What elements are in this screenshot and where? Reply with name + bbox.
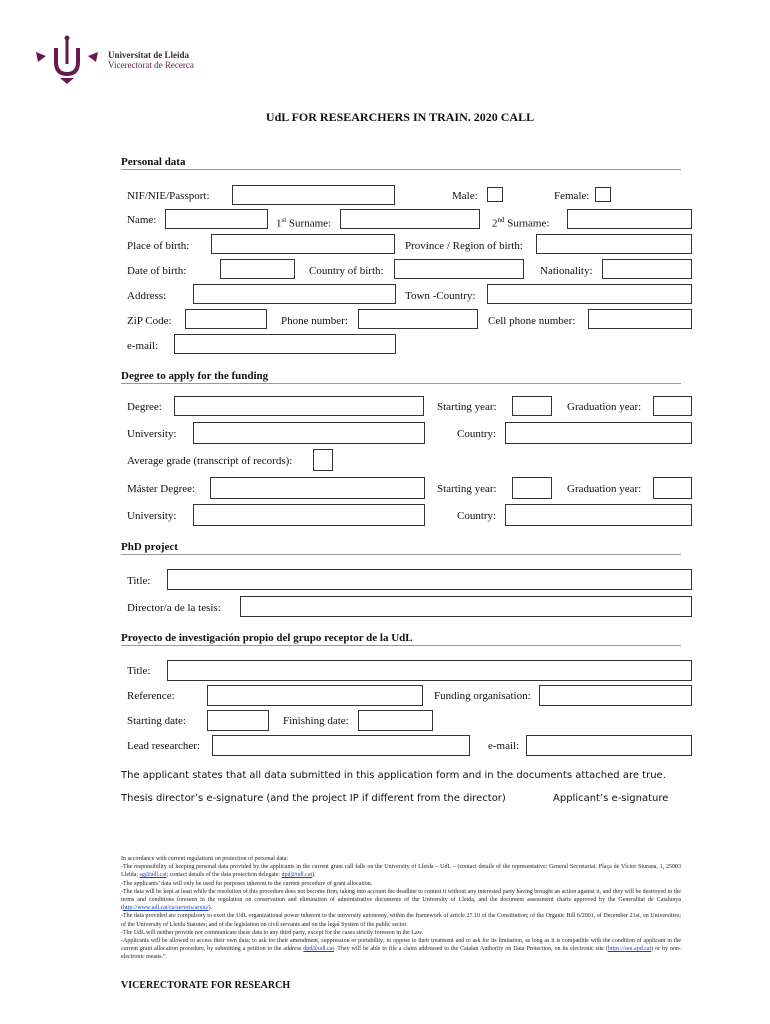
starting-date-label: Starting date: xyxy=(127,715,186,727)
phd-title-input[interactable] xyxy=(167,569,692,590)
nationality-label: Nationality: xyxy=(540,265,593,277)
university-label: University: xyxy=(127,428,177,440)
finishing-date-label: Finishing date: xyxy=(283,715,349,727)
surname1-number: 1 xyxy=(276,217,282,230)
master-label: Máster Degree: xyxy=(127,483,196,495)
project-title-label: Title: xyxy=(127,665,151,677)
email-label: e-mail: xyxy=(127,340,159,352)
surname2-label xyxy=(492,213,549,231)
female-label: Female: xyxy=(554,190,590,202)
section-project-heading: Proyecto de investigación propio del grupo receptor de la UdL xyxy=(121,632,413,644)
graduation-year-input[interactable] xyxy=(653,396,692,416)
project-email-input[interactable] xyxy=(526,735,692,756)
footer-vicerectorate: VICERECTORATE FOR RESEARCH xyxy=(121,980,291,991)
address-label: Address: xyxy=(127,290,167,302)
cell-input[interactable] xyxy=(588,309,692,329)
apd-site-link[interactable]: https://seu.apd.cat xyxy=(607,946,652,953)
applicant-signature-label: Applicant’s e-signature xyxy=(553,793,669,804)
country2-label: Country: xyxy=(457,510,497,522)
starting-date-input[interactable] xyxy=(207,710,269,731)
graduation-year2-input[interactable] xyxy=(653,477,692,499)
place-birth-label: Place of birth: xyxy=(127,240,190,252)
starting-year2-label: Starting year: xyxy=(437,483,497,495)
section-divider xyxy=(121,169,681,170)
university-input[interactable] xyxy=(193,422,425,444)
average-input[interactable] xyxy=(313,449,333,471)
funding-label: Funding organisation: xyxy=(434,690,531,702)
notice-line xyxy=(121,888,681,913)
town-label: Town -Country: xyxy=(405,290,476,302)
surname1-text: Surname: xyxy=(286,217,332,230)
director-input[interactable] xyxy=(240,596,692,617)
notice-line xyxy=(121,937,681,962)
graduation-year2-label: Graduation year: xyxy=(567,483,642,495)
place-birth-input[interactable] xyxy=(211,234,395,254)
section-degree-heading: Degree to apply for the funding xyxy=(121,370,269,382)
surname1-suffix: st xyxy=(281,216,287,224)
university-name: Universitat de Lleida xyxy=(108,50,189,60)
university2-input[interactable] xyxy=(193,504,425,526)
province-label: Province / Region of birth: xyxy=(405,240,523,252)
starting-year2-input[interactable] xyxy=(512,477,552,499)
section-personal-heading: Personal data xyxy=(121,156,186,168)
province-input[interactable] xyxy=(536,234,692,254)
phone-label: Phone number: xyxy=(281,315,348,327)
master-input[interactable] xyxy=(210,477,425,499)
page-title: UdL FOR RESEARCHERS IN TRAIN. 2020 CALL xyxy=(265,110,535,124)
country-label: Country: xyxy=(457,428,497,440)
nif-input[interactable] xyxy=(232,185,395,205)
email-input[interactable] xyxy=(174,334,396,354)
notice-line: In accordance with current regulations on protection of personal data: xyxy=(121,856,289,862)
notice-line: -The data provided are compulsory to exert the UdL organizational power inherent to the university autonomy, within the framework of article 27.10 of the Constitution; of the Organic Bill 6/2001, of December 21st, on Universities; of the University of Lleida Statutes; and of the legislation on civil servants and on the legal System of the public sector. xyxy=(121,913,681,928)
starting-year-label: Starting year: xyxy=(437,401,497,413)
logo-emblem-icon xyxy=(34,34,104,84)
date-birth-input[interactable] xyxy=(220,259,295,279)
notice-text: -Applicants will be allowed to access their own data; to ask for their amendment, suppression or portability; to oppose to their treatment and to ask for its limitation, as long as it is compatible with the condition of applicant in the current grant allocation procedure, by submitting a petition to the address xyxy=(121,938,681,953)
notice-text: ; contact details of the data protection delegate: xyxy=(166,872,282,879)
vicerectorate-name: Vicerectorat de Recerca xyxy=(108,60,194,70)
university-logo xyxy=(34,34,104,84)
nif-label: NIF/NIE/Passport: xyxy=(127,190,210,202)
average-label: Average grade (transcript of records): xyxy=(127,455,293,467)
archive-link[interactable]: http://www.udl.cat/ca/serveis/arxiu/ xyxy=(123,905,209,912)
country-birth-label: Country of birth: xyxy=(309,265,384,277)
surname2-text: Surname: xyxy=(504,217,550,230)
notice-line xyxy=(121,863,681,879)
cell-label: Cell phone number: xyxy=(488,315,576,327)
degree-label: Degree: xyxy=(127,401,162,413)
graduation-year-label: Graduation year: xyxy=(567,401,642,413)
lead-researcher-label: Lead researcher: xyxy=(127,740,200,752)
funding-input[interactable] xyxy=(539,685,692,706)
section-divider xyxy=(121,645,681,646)
dpd-email-link[interactable]: dpd@udl.cat xyxy=(303,946,334,953)
reference-label: Reference: xyxy=(127,690,175,702)
director-label: Director/a de la tesis: xyxy=(127,602,221,614)
surname1-input[interactable] xyxy=(340,209,480,229)
country-birth-input[interactable] xyxy=(394,259,524,279)
notice-text: ). xyxy=(312,872,316,879)
section-divider xyxy=(121,383,681,384)
country-input[interactable] xyxy=(505,422,692,444)
phd-title-label: Title: xyxy=(127,575,151,587)
notice-line: -The UdL will neither provide nor communicate these data to any third party, except for the cases strictly foreseen in the Law. xyxy=(121,929,424,936)
project-email-label: e-mail: xyxy=(488,740,520,752)
applicant-statement: The applicant states that all data submitted in this application form and in the documents attached are true. xyxy=(121,770,666,781)
surname2-number: 2 xyxy=(492,217,498,230)
project-title-input[interactable] xyxy=(167,660,692,681)
finishing-date-input[interactable] xyxy=(358,710,433,731)
zip-input[interactable] xyxy=(185,309,267,329)
logo-text xyxy=(108,50,194,70)
section-phd-heading: PhD project xyxy=(121,541,178,553)
notice-text: ). xyxy=(208,905,213,912)
date-birth-label: Date of birth: xyxy=(127,265,187,277)
notice-text: -The data will be kept at least while the resolution of this procedure does not become firm, taking into account the deadline to contest it without any interested party having brought an action against it, and they will be destroyed in the terms and conditions foreseen in the regulation on conservation and elimination of administrative documents of the University of Lleida, and the document assessment charts approved by the Generalitat de Catalunya ( xyxy=(121,888,681,912)
university2-label: University: xyxy=(127,510,177,522)
secretariat-email-link[interactable]: sg@udl.cat xyxy=(139,872,167,879)
starting-year-input[interactable] xyxy=(512,396,552,416)
notice-text: -The responsibility of keeping personal data provided by the applicants in the current grant call falls on the University of Lleida – UdL – (contact details of the representative: General Secretariat. Plaça de Víctor Siurana, 1, 25003 Lleida; xyxy=(121,864,681,879)
surname1-label xyxy=(276,213,331,231)
notice-line: -The applicants’ data will only be used for purposes inherent to the current procedure of grant allocation. xyxy=(121,880,373,887)
town-input[interactable] xyxy=(487,284,692,304)
surname2-suffix: nd xyxy=(497,216,505,224)
section-divider xyxy=(121,554,681,555)
nationality-input[interactable] xyxy=(602,259,692,279)
notice-text: ) or by non-electronic means.” xyxy=(121,946,681,961)
female-checkbox[interactable] xyxy=(595,187,611,202)
degree-input[interactable] xyxy=(174,396,424,416)
address-input[interactable] xyxy=(193,284,396,304)
lead-researcher-input[interactable] xyxy=(212,735,470,756)
dpd-email-link[interactable]: dpd@udl.cat xyxy=(281,872,313,879)
data-protection-notice xyxy=(121,855,681,962)
surname2-input[interactable] xyxy=(567,209,692,229)
thesis-director-signature-label: Thesis director’s e-signature (and the project IP if different from the director) xyxy=(121,793,506,804)
zip-label: ZiP Code: xyxy=(127,315,172,327)
country2-input[interactable] xyxy=(505,504,692,526)
notice-text: . They will be able to file a claim addressed to the Catalan Authority on Data Protection, on its electronic site ( xyxy=(333,946,608,953)
name-input[interactable] xyxy=(165,209,268,229)
reference-input[interactable] xyxy=(207,685,423,706)
name-label: Name: xyxy=(127,214,157,226)
phone-input[interactable] xyxy=(358,309,478,329)
male-label: Male: xyxy=(452,190,478,202)
male-checkbox[interactable] xyxy=(487,187,503,202)
